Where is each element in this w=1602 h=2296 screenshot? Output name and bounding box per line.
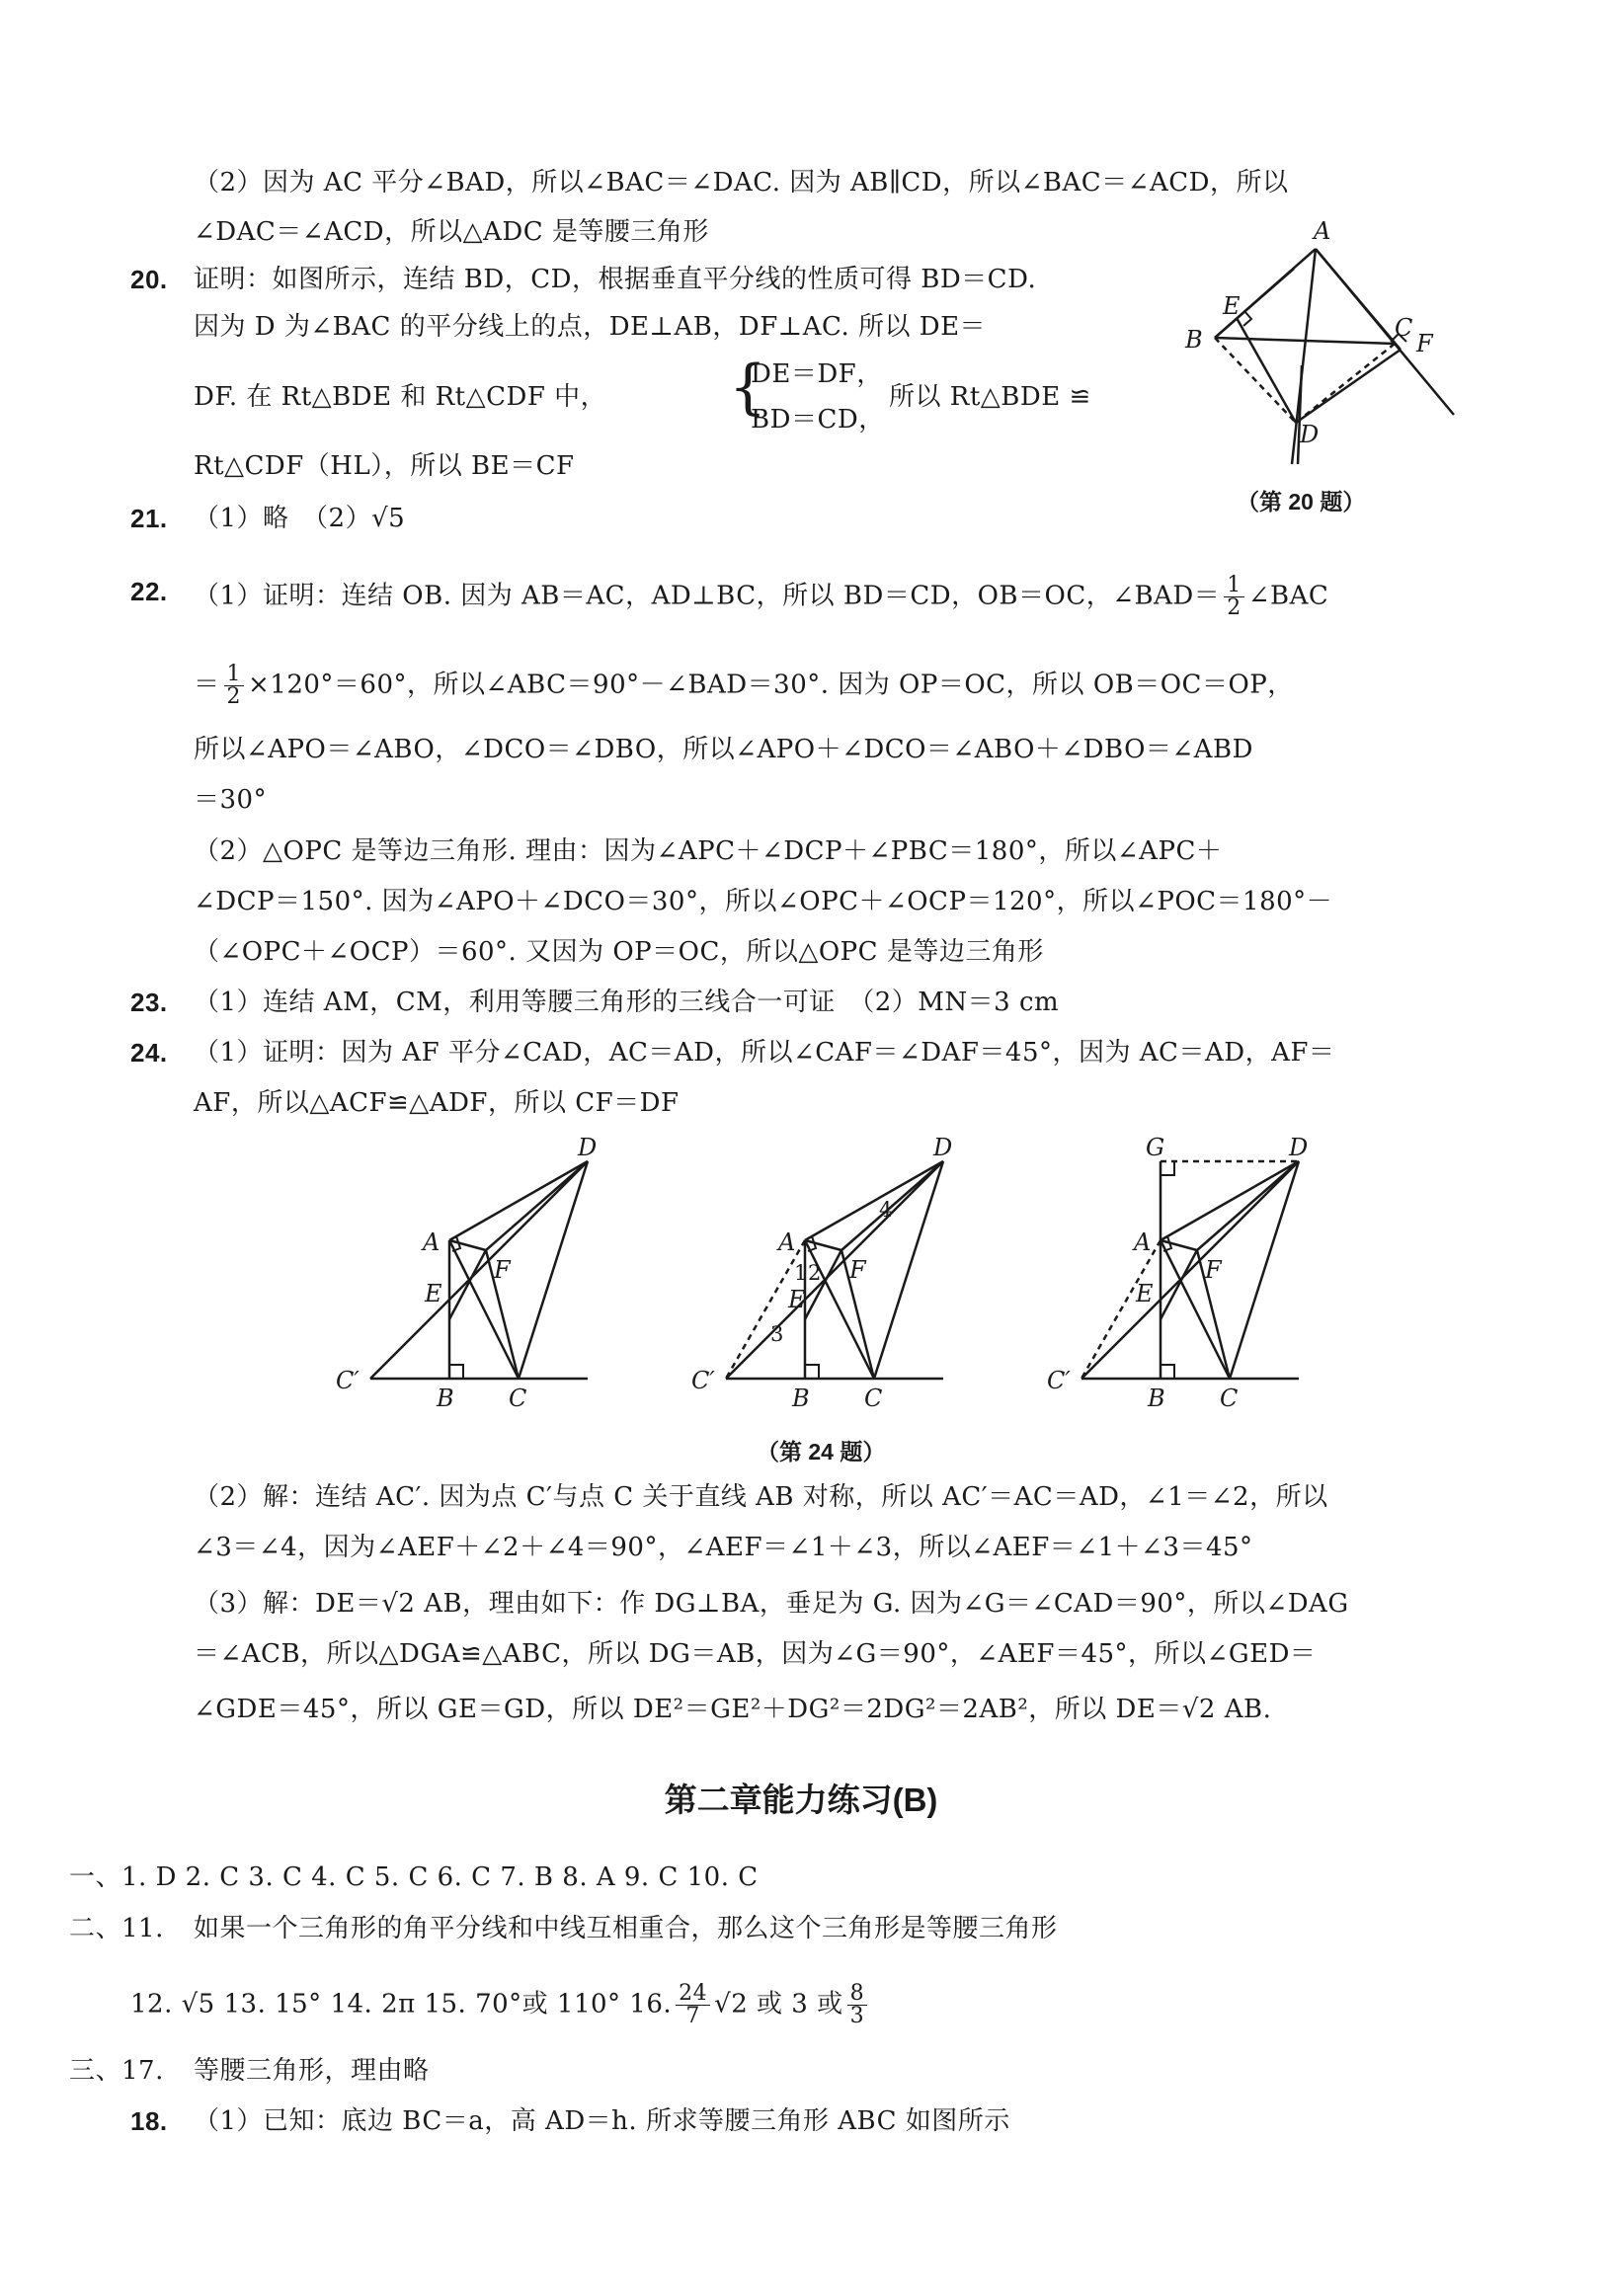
figure-24-panel-2 — [726, 1161, 943, 1379]
answer-18: （1）已知：底边 BC＝a，高 AD＝h. 所求等腰三角形 ABC 如图所示 — [194, 2106, 1010, 2136]
answer-20-line-1: 证明：如图所示，连结 BD，CD，根据垂直平分线的性质可得 BD＝CD. — [194, 265, 1037, 294]
answer-24-line-3: （2）解：连结 AC′. 因为点 C′与点 C 关于直线 AB 对称，所以 AC′＝AC＝AD，∠1＝∠2，所以 — [194, 1482, 1328, 1512]
answer-24-line-6: ＝∠ACB，所以△DGA≌△ABC，所以 DG＝AB，因为∠G＝90°，∠AEF＝45°，所以∠GED＝ — [194, 1639, 1317, 1669]
fig24-p3-label-G: G — [1146, 1134, 1165, 1161]
fig20-label-B: B — [1185, 326, 1203, 354]
figure-24-panel-1 — [370, 1161, 588, 1379]
question-number-21: 21. — [130, 504, 168, 533]
answer-20-line-4: Rt△CDF（HL），所以 BE＝CF — [194, 451, 575, 481]
answer-24-line-2: AF，所以△ACF≌△ADF，所以 CF＝DF — [194, 1088, 680, 1118]
answer-24-line-5: （3）解：DE＝√2 AB，理由如下：作 DG⊥BA，垂足为 G. 因为∠G＝∠CAD＝90°，所以∠DAG — [194, 1589, 1349, 1619]
answer-17: 等腰三角形，理由略 — [194, 2056, 430, 2086]
answer-24-line-4: ∠3＝∠4，因为∠AEF＋∠2＋∠4＝90°，∠AEF＝∠1＋∠3，所以∠AEF＝∠1＋∠3＝45° — [194, 1533, 1253, 1562]
figure-20-caption: （第 20 题） — [1237, 489, 1366, 515]
question-number-20: 20. — [130, 265, 168, 294]
fig24-p2-label-F: F — [849, 1256, 866, 1284]
answer-24-line-1: （1）证明：因为 AF 平分∠CAD，AC＝AD，所以∠CAF＝∠DAF＝45°，因为 AC＝AD，AF＝ — [194, 1038, 1335, 1068]
fig24-p2-angle-3: 3 — [770, 1322, 784, 1346]
answer-22-line-6: ∠DCP＝150°. 因为∠APO＋∠DCO＝30°，所以∠OPC＋∠OCP＝120°，所以∠POC＝180°－ — [194, 887, 1333, 916]
fig20-label-E: E — [1223, 292, 1241, 320]
answer-22-line-3: 所以∠APO＝∠ABO，∠DCO＝∠DBO，所以∠APO＋∠DCO＝∠ABO＋∠DBO＝∠ABD — [194, 735, 1253, 764]
fig24-p1-label-E: E — [425, 1280, 442, 1307]
fig24-p2-label-E: E — [788, 1286, 806, 1313]
answer-22-line-7: （∠OPC＋∠OCP）＝60°. 又因为 OP＝OC，所以△OPC 是等边三角形 — [194, 937, 1044, 967]
fig24-p2-angle-2: 2 — [808, 1261, 822, 1285]
fig24-p3-label-C2: C′ — [1047, 1367, 1071, 1394]
answer-20-line-3b: 所以 Rt△BDE ≌ — [889, 382, 1091, 412]
fig24-p2-angle-1: 1 — [794, 1261, 808, 1285]
fig24-p2-label-D: D — [933, 1134, 953, 1161]
figure-24 — [316, 1126, 1323, 1422]
fig24-p1-label-F: F — [494, 1256, 511, 1284]
fig20-segment-FD — [1296, 350, 1401, 423]
figure-20 — [1165, 207, 1462, 494]
fig24-p3-label-B: B — [1148, 1385, 1165, 1412]
answer-20-system-2: BD＝CD， — [751, 405, 885, 435]
answer-20-system-1: DE＝DF， — [751, 359, 883, 389]
fig24-p3-label-A: A — [1134, 1228, 1152, 1256]
fig20-segment-CD — [1296, 344, 1395, 423]
section-title: 第二章能力练习(B) — [664, 1781, 938, 1818]
answer-20-line-2: 因为 D 为∠BAC 的平分线上的点，DE⊥AB，DF⊥AC. 所以 DE＝ — [194, 312, 987, 342]
fig24-p3-label-F: F — [1205, 1256, 1222, 1284]
fig24-p2-angle-4: 4 — [879, 1198, 893, 1222]
answer-19-line-2: ∠DAC＝∠ACD，所以△ADC 是等腰三角形 — [194, 217, 709, 247]
fig24-p2-label-C: C — [864, 1385, 883, 1412]
fig20-label-D: D — [1300, 421, 1320, 448]
fig24-p1-label-D: D — [578, 1134, 598, 1161]
answer-22-line-4: ＝30° — [194, 785, 268, 815]
answer-11-label: 二、11. — [69, 1914, 164, 1943]
fig24-p2-label-C2: C′ — [691, 1367, 715, 1394]
answer-24-line-7: ∠GDE＝45°，所以 GE＝GD，所以 DE²＝GE²＋DG²＝2DG²＝2AB²，所以 DE＝√2 AB. — [194, 1695, 1272, 1724]
answer-22-line-1: （1）证明：连结 OB. 因为 AB＝AC，AD⊥BC，所以 BD＝CD，OB＝OC，∠BAD＝ $\frac{1}{2}$ ∠BAC — [194, 573, 1329, 620]
fig24-p3-label-D: D — [1289, 1134, 1309, 1161]
fig24-p1-label-B: B — [437, 1385, 454, 1412]
answer-23: （1）连结 AM，CM，利用等腰三角形的三线合一可证 （2）MN＝3 cm — [194, 988, 1060, 1017]
fig20-label-A: A — [1314, 217, 1331, 245]
question-number-18: 18. — [130, 2106, 168, 2136]
fig24-p1-label-A: A — [423, 1228, 441, 1256]
fig24-p2-label-A: A — [778, 1228, 796, 1256]
question-number-23: 23. — [130, 988, 168, 1017]
fig24-p3-label-E: E — [1136, 1280, 1154, 1307]
answer-21: （1）略 （2）√5 — [194, 504, 406, 533]
answer-22-line-2: ＝ $\frac{1}{2}$ ×120°＝60°，所以∠ABC＝90°－∠BAD＝30°. 因为 OP＝OC，所以 OB＝OC＝OP， — [194, 662, 1294, 709]
answers-12-16: 12. √5 13. 15° 14. 2π 15. 70°或 110° 16. $\frac{24}{7}$ √2 或 3 或 $\frac{8}{3}$ — [130, 1983, 871, 2027]
fig24-p3-label-C: C — [1220, 1385, 1239, 1412]
fig24-p1-label-C2: C′ — [336, 1367, 360, 1394]
answers-multiple-choice: 一、1. D 2. C 3. C 4. C 5. C 6. C 7. B 8. A 9. C 10. C — [69, 1862, 759, 1892]
fig24-p1-label-C: C — [509, 1385, 527, 1412]
figure-24-panel-3 — [1081, 1161, 1299, 1379]
answer-11: 如果一个三角形的角平分线和中线互相重合，那么这个三角形是等腰三角形 — [194, 1914, 1058, 1943]
answer-19-line-1: （2）因为 AC 平分∠BAD，所以∠BAC＝∠DAC. 因为 AB∥CD，所以∠BAC＝∠ACD，所以 — [194, 168, 1289, 198]
fig24-p2-label-B: B — [792, 1385, 810, 1412]
question-number-22: 22. — [130, 577, 168, 606]
fig20-label-C: C — [1395, 314, 1413, 342]
figure-24-caption: （第 24 题） — [757, 1439, 886, 1465]
answer-20-line-3a: DF. 在 Rt△BDE 和 Rt△CDF 中， — [194, 382, 607, 412]
answer-17-label: 三、17. — [69, 2056, 164, 2086]
answer-22-line-5: （2）△OPC 是等边三角形. 理由：因为∠APC＋∠DCP＋∠PBC＝180°，所以∠APC＋ — [194, 836, 1223, 866]
question-number-24: 24. — [130, 1038, 168, 1068]
fig20-label-F: F — [1416, 330, 1433, 357]
brace: { — [729, 353, 767, 422]
